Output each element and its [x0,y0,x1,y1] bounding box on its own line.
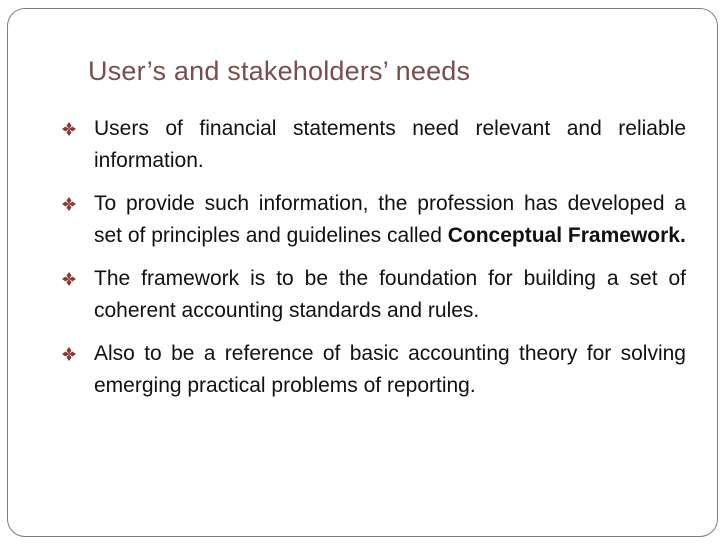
diamond-cluster-icon [62,272,76,286]
diamond-cluster-icon [62,347,76,361]
bullet-text: Users of financial statements need relevant and reliable information. [94,117,686,172]
bullet-text: To provide such information, the profession has developed a set of principles and guidelines called [94,192,686,247]
bullet-list [62,113,686,413]
bullet-item [62,263,686,327]
bullet-item [62,188,686,252]
bullet-text: Also to be a reference of basic accounting theory for solving emerging practical problems of reporting. [94,342,686,397]
diamond-cluster-icon [62,197,76,211]
diamond-cluster-icon [62,122,76,136]
bullet-item [62,113,686,177]
bullet-text: The framework is to be the foundation for building a set of coherent accounting standards and rules. [94,267,686,322]
bullet-item [62,338,686,402]
slide-title: User’s and stakeholders’ needs [88,56,471,86]
bullet-bold-term: Conceptual Framework. [447,224,686,247]
